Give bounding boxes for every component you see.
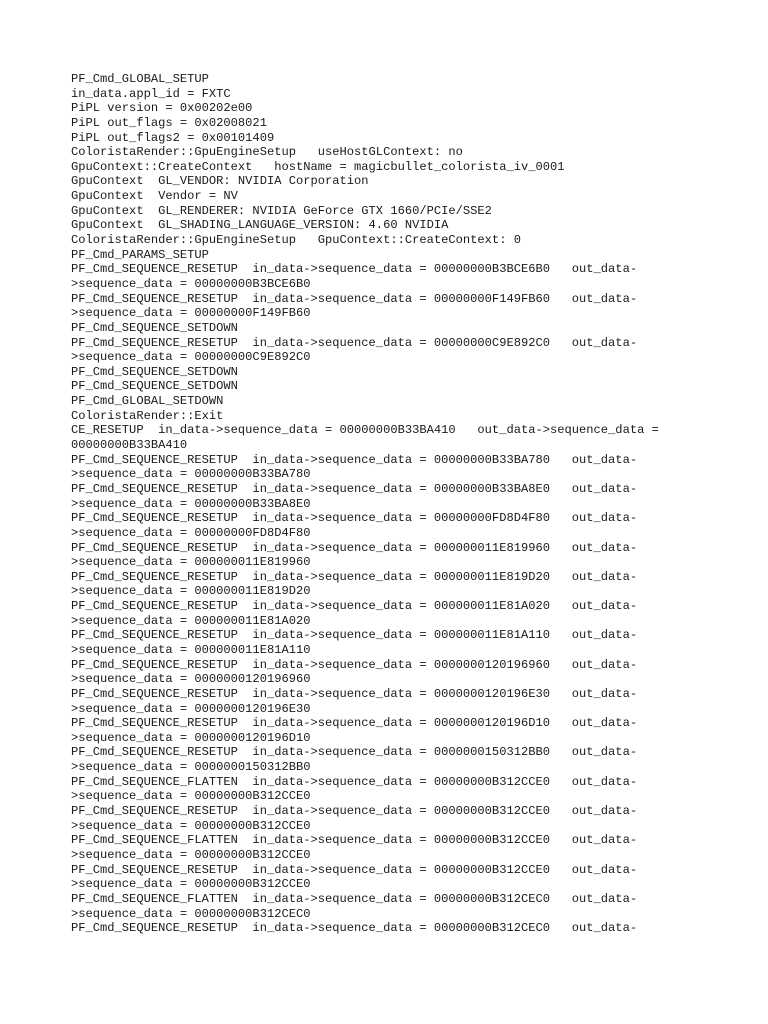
log-line: PF_Cmd_GLOBAL_SETDOWN: [71, 394, 224, 409]
log-line: PF_Cmd_SEQUENCE_RESETUP in_data->sequence_data = 00000000F149FB60 out_data-: [71, 291, 638, 306]
log-line: >sequence_data = 000000011E819960: [71, 555, 311, 570]
log-line: >sequence_data = 00000000C9E892C0: [71, 350, 311, 365]
log-line: GpuContext GL_SHADING_LANGUAGE_VERSION: 4.60 NVIDIA: [71, 218, 449, 233]
log-line: PiPL out_flags2 = 0x00101409: [71, 130, 275, 145]
log-line: >sequence_data = 000000011E81A110: [71, 642, 311, 657]
log-line: PF_Cmd_SEQUENCE_RESETUP in_data->sequence_data = 0000000150312BB0 out_data-: [71, 745, 638, 760]
log-line: ColoristaRender::GpuEngineSetup useHostGLContext: no: [71, 145, 463, 160]
log-line: >sequence_data = 00000000F149FB60: [71, 306, 311, 321]
log-line: PF_Cmd_SEQUENCE_SETDOWN: [71, 320, 238, 335]
log-line: >sequence_data = 00000000B312CEC0: [71, 906, 311, 921]
log-line: GpuContext GL_VENDOR: NVIDIA Corporation: [71, 174, 369, 189]
log-line: GpuContext GL_RENDERER: NVIDIA GeForce GTX 1660/PCIe/SSE2: [71, 203, 492, 218]
log-line: PF_Cmd_SEQUENCE_SETDOWN: [71, 364, 238, 379]
log-line: >sequence_data = 00000000B312CCE0: [71, 847, 311, 862]
log-line: GpuContext Vendor = NV: [71, 189, 238, 204]
log-line: PF_Cmd_SEQUENCE_RESETUP in_data->sequence_data = 0000000120196E30 out_data-: [71, 686, 638, 701]
log-line: >sequence_data = 0000000120196D10: [71, 730, 311, 745]
log-line: PF_Cmd_PARAMS_SETUP: [71, 247, 209, 262]
log-line: >sequence_data = 0000000120196E30: [71, 701, 311, 716]
log-line: PF_Cmd_SEQUENCE_RESETUP in_data->sequence_data = 00000000B33BA8E0 out_data-: [71, 481, 638, 496]
log-line: PF_Cmd_SEQUENCE_FLATTEN in_data->sequence_data = 00000000B312CCE0 out_data-: [71, 833, 638, 848]
log-line: PF_Cmd_SEQUENCE_RESETUP in_data->sequence_data = 00000000B312CCE0 out_data-: [71, 862, 638, 877]
log-line: PF_Cmd_SEQUENCE_RESETUP in_data->sequence_data = 000000011E81A110 out_data-: [71, 628, 638, 643]
log-line: >sequence_data = 00000000B33BA780: [71, 467, 311, 482]
log-line: >sequence_data = 000000011E819D20: [71, 584, 311, 599]
log-line: PF_Cmd_SEQUENCE_RESETUP in_data->sequence_data = 000000011E819D20 out_data-: [71, 569, 638, 584]
log-line: PF_Cmd_SEQUENCE_RESETUP in_data->sequence_data = 0000000120196960 out_data-: [71, 657, 638, 672]
log-line: PF_Cmd_SEQUENCE_RESETUP in_data->sequence_data = 0000000120196D10 out_data-: [71, 716, 638, 731]
log-line: >sequence_data = 00000000B33BA8E0: [71, 496, 311, 511]
log-line: PF_Cmd_SEQUENCE_RESETUP in_data->sequence_data = 00000000FD8D4F80 out_data-: [71, 511, 638, 526]
log-line: PF_Cmd_GLOBAL_SETUP: [71, 72, 209, 86]
log-line: >sequence_data = 0000000120196960: [71, 672, 311, 687]
log-text: [71, 72, 711, 936]
log-line: >sequence_data = 0000000150312BB0: [71, 760, 311, 775]
log-line: PF_Cmd_SEQUENCE_RESETUP in_data->sequence_data = 000000011E81A020 out_data-: [71, 599, 638, 614]
log-line: CE_RESETUP in_data->sequence_data = 00000000B33BA410 out_data->sequence_data =: [71, 423, 659, 438]
log-line: >sequence_data = 000000011E81A020: [71, 613, 311, 628]
log-line: PF_Cmd_SEQUENCE_RESETUP in_data->sequence_data = 00000000B312CCE0 out_data-: [71, 804, 638, 819]
log-line: >sequence_data = 00000000B3BCE6B0: [71, 276, 311, 291]
log-line: GpuContext::CreateContext hostName = magicbullet_colorista_iv_0001: [71, 159, 565, 174]
log-line: ColoristaRender::Exit: [71, 408, 224, 423]
log-line: >sequence_data = 00000000B312CCE0: [71, 877, 311, 892]
log-line: PF_Cmd_SEQUENCE_FLATTEN in_data->sequence_data = 00000000B312CEC0 out_data-: [71, 891, 638, 906]
log-line: >sequence_data = 00000000FD8D4F80: [71, 525, 311, 540]
log-line: PF_Cmd_SEQUENCE_SETDOWN: [71, 379, 238, 394]
log-line: PiPL version = 0x00202e00: [71, 101, 253, 116]
log-line: PF_Cmd_SEQUENCE_RESETUP in_data->sequence_data = 00000000C9E892C0 out_data-: [71, 335, 638, 350]
log-line: PF_Cmd_SEQUENCE_RESETUP in_data->sequence_data = 00000000B312CEC0 out_data-: [71, 921, 638, 936]
log-line: >sequence_data = 00000000B312CCE0: [71, 789, 311, 804]
log-line: PF_Cmd_SEQUENCE_RESETUP in_data->sequence_data = 00000000B33BA780 out_data-: [71, 452, 638, 467]
log-line: PF_Cmd_SEQUENCE_FLATTEN in_data->sequence_data = 00000000B312CCE0 out_data-: [71, 774, 638, 789]
log-line: PF_Cmd_SEQUENCE_RESETUP in_data->sequence_data = 00000000B3BCE6B0 out_data-: [71, 262, 638, 277]
log-line: PF_Cmd_SEQUENCE_RESETUP in_data->sequence_data = 000000011E819960 out_data-: [71, 540, 638, 555]
log-line: PiPL out_flags = 0x02008021: [71, 115, 267, 130]
log-line: 00000000B33BA410: [71, 438, 188, 453]
log-line: in_data.appl_id = FXTC: [71, 86, 231, 101]
log-line: >sequence_data = 00000000B312CCE0: [71, 818, 311, 833]
log-line: ColoristaRender::GpuEngineSetup GpuContext::CreateContext: 0: [71, 233, 521, 248]
